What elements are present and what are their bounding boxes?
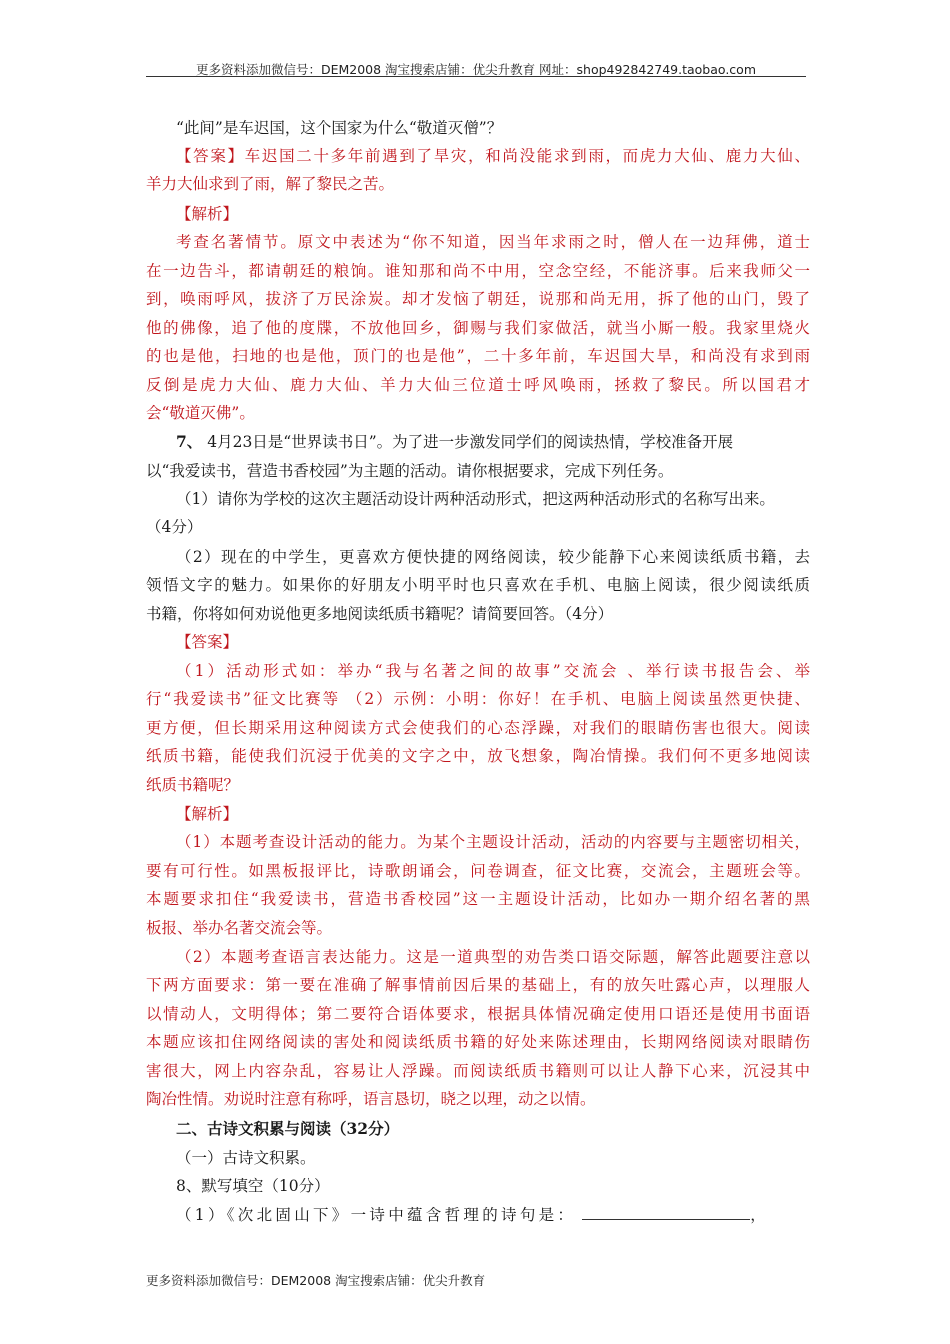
analysis-line: 本题要求扣住“我爱读书，营造书香校园”这一主题设计活动，比如办一期介绍名著的黑	[146, 890, 810, 908]
answer-blank[interactable]	[582, 1205, 750, 1220]
analysis-line: 在一边告斗，都请朝廷的粮饷。谁知那和尚不中用，空念空经，不能济事。后来我师父一	[146, 262, 810, 280]
subquestion-2-line: 领悟文字的魅力。如果你的好朋友小明平时也只喜欢在手机、电脑上阅读，很少阅读纸质	[146, 576, 810, 594]
analysis-line: 考查名著情节。原文中表述为“你不知道，因当年求雨之时，僧人在一边拜佛，道士	[176, 233, 810, 251]
question-8: 8、默写填空（10分）	[176, 1177, 330, 1195]
analysis-line: 陶冶性情。劝说时注意有称呼，语言恳切，晓之以理，动之以情。	[146, 1090, 596, 1108]
analysis-label: 【解析】	[176, 205, 239, 223]
answer-line: 更方便，但长期采用这种阅读方式会使我们的心态浮躁，对我们的眼睛伤害也很大。阅读	[146, 719, 810, 737]
analysis-line: 本题应该扣住网络阅读的害处和阅读纸质书籍的好处来陈述理由，长期网络阅读对眼睛伤	[146, 1033, 810, 1051]
analysis-line: 害很大，网上内容杂乱，容易让人浮躁。而阅读纸质书籍则可以让人静下心来，沉浸其中	[146, 1062, 810, 1080]
analysis-line: 到，唤雨呼风，拔济了万民涂炭。却才发恼了朝廷，说那和尚无用，拆了他的山门，毁了	[146, 290, 810, 308]
subsection-heading: （一）古诗文积累。	[176, 1149, 316, 1167]
analysis-line: 反倒是虎力大仙、鹿力大仙、羊力大仙三位道士呼风唤雨，拯救了黎民。所以国君才	[146, 376, 810, 394]
page-header: 更多资料添加微信号：DEM2008 淘宝搜索店铺：优尖升教育 网址：shop492842749.taobao.com	[195, 62, 757, 77]
question-number: 7、	[176, 432, 203, 451]
answer-line: 【答案】车迟国二十多年前遇到了旱灾，和尚没能求到雨，而虎力大仙、鹿力大仙、	[176, 147, 810, 165]
subquestion-2: （2）现在的中学生，更喜欢方便快捷的网络阅读，较少能静下心来阅读纸质书籍，去	[176, 548, 810, 566]
answer-line: （1）活动形式如：举办“我与名著之间的故事”交流会 、举行读书报告会、举	[176, 662, 810, 680]
punctuation: ，	[750, 1206, 770, 1224]
answer-label: 【答案】	[176, 633, 239, 651]
answer-line: 羊力大仙求到了雨，解了黎民之苦。	[146, 175, 395, 193]
analysis-line: 板报、举办名著交流会等。	[146, 919, 333, 937]
answer-line: 行“我爱读书”征文比赛等 （2）示例：小明：你好！在手机、电脑上阅读虽然更快捷、	[146, 690, 810, 708]
answer-line: 纸质书籍呢？	[146, 776, 240, 794]
analysis-line: 会“敬道灭佛”。	[146, 404, 255, 422]
score-note: （4分）	[146, 518, 203, 536]
question-text: 4月23日是“世界读书日”。为了进一步激发同学们的阅读热情，学校准备开展	[202, 433, 734, 451]
analysis-line: 以情动人，文明得体；第二要符合语体要求，根据具体情况确定使用口语还是使用书面语	[146, 1005, 810, 1023]
answer-line: 纸质书籍，能使我们沉浸于优美的文字之中，放飞想象，陶冶情操。我们何不更多地阅读	[146, 747, 810, 765]
analysis-line: 他的佛像，追了他的度牒，不放他回乡，御赐与我们家做活，就当小厮一般。我家里烧火	[146, 319, 810, 337]
fill-in-question	[146, 1205, 810, 1225]
analysis-label: 【解析】	[176, 805, 239, 823]
header-rule	[146, 76, 806, 77]
section-heading: 二、古诗文积累与阅读（32分）	[176, 1119, 400, 1138]
analysis-line: 的也是他，扫地的也是他，顶门的也是他”，二十多年前，车迟国大旱，和尚没有求到雨	[146, 347, 810, 365]
question-text: 以“我爱读书，营造书香校园”为主题的活动。请你根据要求，完成下列任务。	[146, 462, 674, 480]
subquestion-1: （1）请你为学校的这次主题活动设计两种活动形式，把这两种活动形式的名称写出来。	[176, 490, 775, 508]
fill-in-prompt: （1）《次北固山下》一诗中蕴含哲理的诗句是：	[176, 1206, 577, 1224]
analysis-line: 要有可行性。如黑板报评比，诗歌朗诵会，问卷调查，征文比赛，交流会，主题班会等。	[146, 862, 810, 880]
analysis-line: （2）本题考查语言表达能力。这是一道典型的劝告类口语交际题，解答此题要注意以	[176, 948, 810, 966]
question-text: “此间”是车迟国，这个国家为什么“敬道灭僧”？	[176, 119, 503, 137]
question-7	[146, 432, 810, 452]
page-footer: 更多资料添加微信号：DEM2008 淘宝搜索店铺：优尖升教育	[146, 1273, 486, 1288]
subquestion-2-line: 书籍，你将如何劝说他更多地阅读纸质书籍呢？请简要回答。（4分）	[146, 605, 614, 623]
analysis-line: （1）本题考查设计活动的能力。为某个主题设计活动，活动的内容要与主题密切相关，	[176, 833, 810, 851]
analysis-line: 下两方面要求：第一要在准确了解事情前因后果的基础上，有的放矢吐露心声，以理服人	[146, 976, 810, 994]
